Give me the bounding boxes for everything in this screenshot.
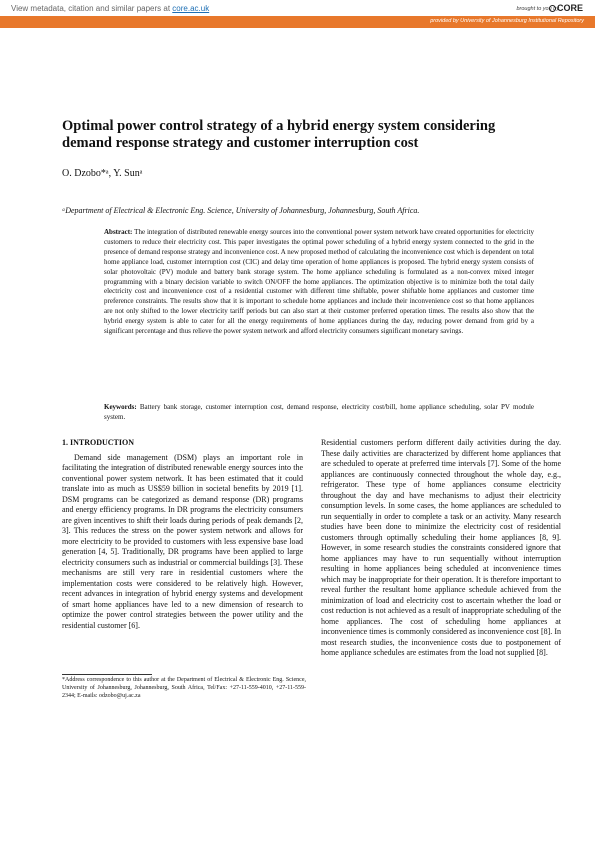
intro-paragraph: Demand side management (DSM) plays an important role in facilitating the integration of distributed renewable energy sources into the conventional power system network. It has been estimated that it could translate into as much as US$59 billion in societal benefits by 2019 [1]. DSM programs can be categorized as demand response (DR) programs and energy efficiency programs. In DR programs the electricity consumers are given incentives to shift their loads during periods of peak demands [2, 3]. This reduces the stress on the power system network and allows for more electricity to be provided to customers with less expensive base load generation [4, 5]. Traditionally, DR programs have been applied to large electricity consumers such as industrial or commercial buildings [3]. These mechanisms are still very rare in residential customers where the implementation costs were considered to be relatively high. However, recent advances in integration of hybrid energy systems and development of smart home appliances have led to a new dimension of research to optimize the power control strategies between the power utility and the residential customer [6]. xyxy=(62,452,303,630)
brought-by-text: brought to you by xyxy=(516,6,559,12)
affiliation: ᵃDepartment of Electrical & Electronic Eng. Science, University of Johannesburg, Johannesburg, South Africa. xyxy=(62,206,420,215)
core-link[interactable]: core.ac.uk xyxy=(172,4,210,13)
metadata-notice xyxy=(11,4,209,13)
paper-title: Optimal power control strategy of a hybrid energy system considering demand response strategy and customer interruption cost xyxy=(62,118,496,151)
section-heading: 1. INTRODUCTION xyxy=(62,438,135,447)
author-list: O. Dzobo*ᵃ, Y. Sunᵃ xyxy=(62,168,143,179)
keywords-text: Battery bank storage, customer interruption cost, demand response, electricity cost/bill, home appliance scheduling, solar PV module system. xyxy=(104,403,534,421)
keywords-label: Keywords: xyxy=(104,403,137,411)
core-logo[interactable] xyxy=(549,3,583,13)
abstract xyxy=(104,228,534,337)
column-right xyxy=(321,438,561,659)
provider-bar xyxy=(0,16,595,28)
metadata-text: View metadata, citation and similar papers at xyxy=(11,4,171,13)
abstract-label: Abstract: xyxy=(104,228,133,236)
core-icon xyxy=(549,5,556,12)
keywords xyxy=(104,402,534,422)
column-left xyxy=(62,438,303,631)
provided-by-text: provided by University of Johannesburg Institutional Repository xyxy=(430,18,584,24)
footnote-divider xyxy=(62,674,152,675)
correspondence-footnote: *Address correspondence to this author at the Department of Electrical & Electronic Eng. Science, University of Johannesburg, Johannesburg, South Africa, Tel/Fax: +27-11-559-4010, +27-11-559-2344; E-mails: odzobo@uj.ac.za xyxy=(62,677,306,700)
abstract-text: The integration of distributed renewable energy sources into the conventional power system network have created opportunities for electricity customers to reduce their electricity cost. This paper investigates the optimal power scheduling of a hybrid energy system connected to the grid in the presence of demand response strategy and inconvenience cost. A new proposed method of calculating the inconvenience cost which is dependent on total home appliance load, customer interruption cost (CIC) and delay time operation of home appliances is proposed. The hybrid energy system consists of solar photovoltaic (PV) module and battery bank storage system. The home appliance scheduling is formulated as a non-convex mixed integer programming with a binary decision variable to switch ON/OFF the home appliances. The optimization objective is to minimize both the total daily electricity cost and inconvenience cost of a residential customer with different time shiftable, power shiftable home appliances and customer time preference constraints. The results show that it is important to schedule home appliances and include their inconvenience cost so that home appliances are not only shifted to the lower electricity tariff periods but can also start at their customer preferred operation times. The results also show that the hybrid energy system is able to cater for all the energy requirements of home appliances during the day, reducing power demand from grid by a significant percentage and thus relieve the power system network and afford electricity consumers significant monetary savings. xyxy=(104,228,534,336)
body-paragraph: Residential customers perform different daily activities during the day. These daily activities are characterized by different home appliances that are scheduled to operate at preferred time intervals [7]. Some of the home appliances are continuously connected throughout the whole day, e.g., refrigerator. These type of home appliances consume electricity throughout the day and have mechanisms to adjust their electricity consumption levels. In some cases, the home appliances are scheduled to run sequentially in order to complete a task or an activity. Many research studies have been done to minimize the electricity cost of residential customers through optimally scheduling their home appliances [8, 9]. However, in some research studies the constraints considered ignore that home appliances may have to run sequentially without interruption resulting in home appliances being scheduled at inconvenience times which may be inappropriate for their operation. It is therefore important to reveal further the resultant home appliance schedule achieved from the minimization of load and electricity cost to ascertain whether the load or cost reduction is not achieved as a result of inappropriate scheduling of the home appliances. The cost of scheduling home appliances at inconvenience times is commonly considered as inconvenience cost [8]. In most research studies, the inconvenience costs due to postponement of home appliance schedules are estimates from the load not supplied [8]. xyxy=(321,438,561,657)
core-logo-label: CORE xyxy=(556,3,583,13)
